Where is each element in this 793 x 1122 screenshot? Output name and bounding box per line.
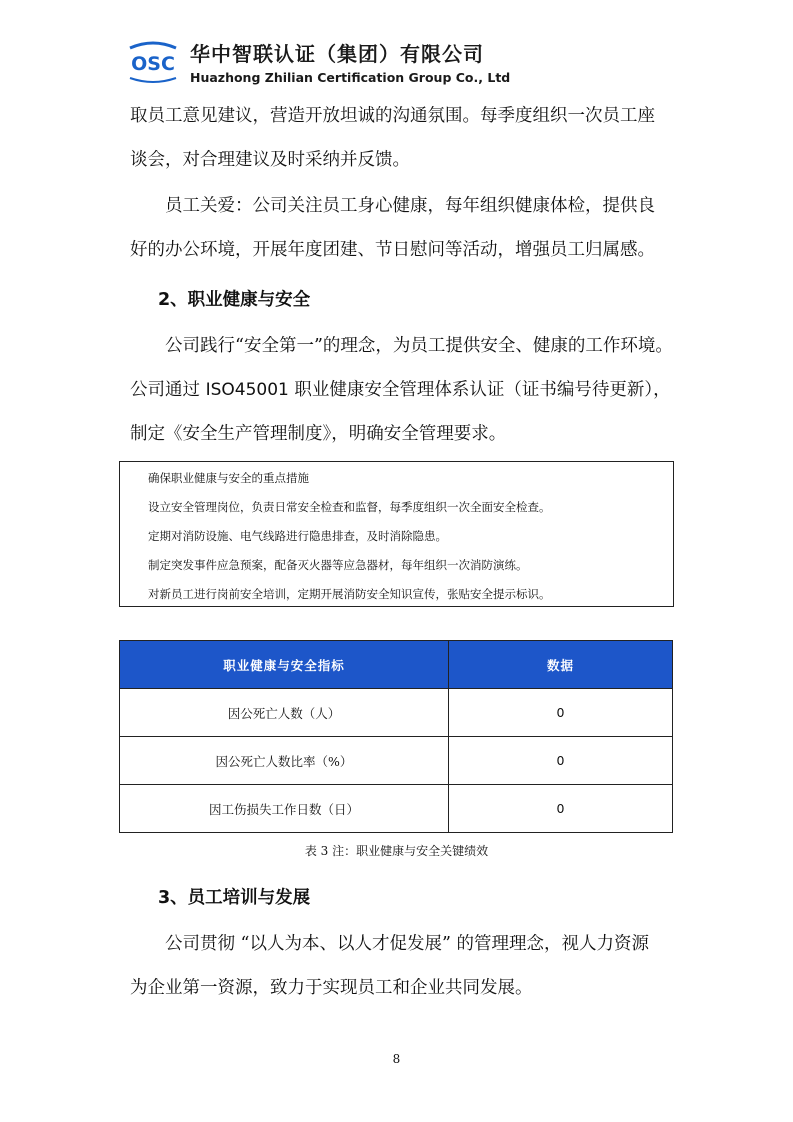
page-number: 8: [392, 1052, 401, 1066]
text-line: 好的办公环境，开展年度团建、节日慰问等活动，增强员工归属感。: [130, 240, 655, 260]
paragraph-employee-care: [130, 184, 674, 272]
company-logo-icon: [124, 40, 182, 86]
table-cell: 0: [449, 737, 673, 785]
text-line: 公司通过: [130, 380, 206, 400]
measures-title: 确保职业健康与安全的重点措施: [148, 471, 309, 485]
table-cell: 因公死亡人数（人）: [120, 689, 449, 737]
paragraph-training: [130, 922, 674, 1010]
logo-text: OSC: [131, 53, 175, 75]
table-caption: 表 3 注：职业健康与安全关键绩效: [304, 844, 489, 858]
iso-standard: ISO45001: [205, 380, 289, 400]
table-header-row: [120, 641, 673, 689]
text-line: 取员工意见建议，营造开放坦诚的沟通氛围。每季度组织一次员工座: [130, 106, 655, 126]
table-row: [120, 689, 673, 737]
text-line: 公司贯彻 “以人为本、以人才促发展” 的管理理念，视人力资源: [165, 934, 650, 954]
paragraph-safety: [130, 324, 674, 456]
table-cell: 0: [449, 689, 673, 737]
paragraph-feedback: [130, 94, 674, 182]
measure-item: 设立安全管理岗位，负责日常安全检查和监督，每季度组织一次全面安全检查。: [148, 500, 551, 514]
safety-measures-box: [119, 461, 674, 607]
section-heading-health-safety: 2、职业健康与安全: [158, 290, 311, 310]
text-line: 为企业第一资源，致力于实现员工和企业共同发展。: [130, 978, 533, 998]
table-row: [120, 785, 673, 833]
page-header: [124, 34, 684, 94]
text-line: 制定《安全生产管理制度》，明确安全管理要求。: [130, 424, 507, 444]
table-cell: 0: [449, 785, 673, 833]
company-name-en: Huazhong Zhilian Certification Group Co., Ltd: [190, 70, 511, 85]
table-cell: 因公死亡人数比率（%）: [120, 737, 449, 785]
text-line: 公司践行“安全第一”的理念，为员工提供安全、健康的工作环境。: [165, 336, 673, 356]
company-name-cn: 华中智联认证（集团）有限公司: [190, 42, 484, 66]
text-line: 员工关爱：公司关注员工身心健康，每年组织健康体检，提供良: [165, 196, 655, 216]
column-header: 数据: [449, 641, 673, 689]
measure-item: 制定突发事件应急预案，配备灭火器等应急器材，每年组织一次消防演练。: [148, 558, 528, 572]
text-line: 职业健康安全管理体系认证（证书编号待更新），: [288, 380, 671, 400]
table-row: [120, 737, 673, 785]
column-header: 职业健康与安全指标: [120, 641, 449, 689]
table-cell: 因工伤损失工作日数（日）: [120, 785, 449, 833]
text-line: 谈会，对合理建议及时采纳并反馈。: [130, 150, 410, 170]
measure-item: 对新员工进行岗前安全培训，定期开展消防安全知识宣传，张贴安全提示标识。: [148, 587, 551, 601]
kpi-table: [119, 640, 673, 833]
section-heading-training: 3、员工培训与发展: [158, 888, 311, 908]
measure-item: 定期对消防设施、电气线路进行隐患排查，及时消除隐患。: [148, 529, 447, 543]
